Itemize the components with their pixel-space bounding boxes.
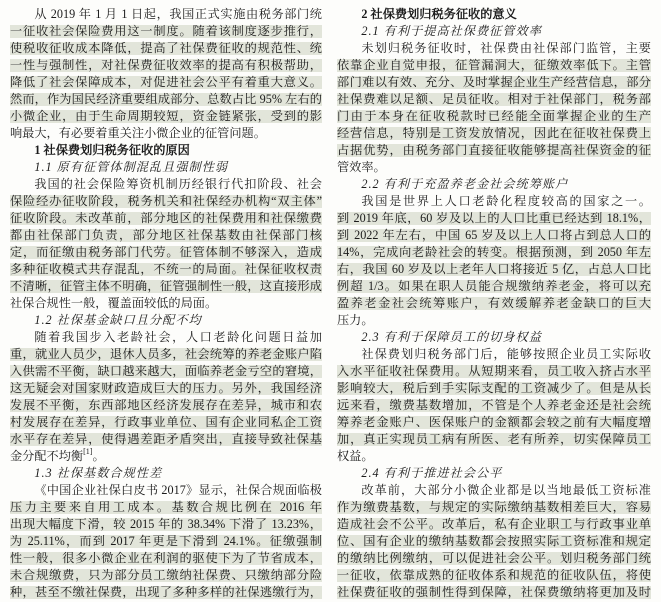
text-line: 我国是世界上人口老龄化程度较高的国家之一。 (361, 194, 651, 208)
subsection-heading: 2.2 有利于充盈养老金社会统筹账户 (361, 177, 569, 191)
subsection-heading: 2.4 有利于推进社会公平 (361, 466, 503, 480)
subsection-heading: 1.2 社保基金缺口且分配不均 (34, 313, 202, 327)
text-line: 这无疑会对国家财政造成巨大的压力。另外，我国经济 (10, 381, 322, 395)
text-line: 部门难以有效、充分、及时掌握企业生产经营信息，部分 (337, 75, 651, 89)
text-line: 征收阶段。未改革前，部分地区的社保费用和社保缴费 (10, 211, 322, 225)
text-line: 加，真正实现员工病有所医、老有所养，切实保障员工 (337, 432, 651, 446)
text-line: 为 25.11%，而到 2017 年更是下滑到 24.1%。征缴强制 (10, 534, 322, 548)
paragraph (337, 346, 651, 465)
text-line: 多种征收模式共存混乱，不统一的局面。社保征收权责 (10, 262, 322, 276)
text-line: 然而，作为国民经济重要组成部分、总数占比 95% 左右的 (10, 92, 322, 106)
text-line: 社保费划归税务部门后，能够按照企业员工实际收 (361, 347, 651, 361)
paragraph (337, 482, 651, 601)
text-line: 定，而征缴由税务部门代劳。征管体制不够深入，造成 (10, 245, 322, 259)
subsection-heading: 1.3 社保基数合规性差 (34, 466, 163, 480)
text-line: 发展不平衡，东西部地区经济发展存在差异，城市和农 (10, 398, 322, 412)
text-line: 占据优势，由税务部门直接征收能够提高社保资金的征 (337, 143, 651, 157)
text-line: 从 2019 年 1 月 1 日起，我国正式实施由税务部门统 (34, 7, 322, 21)
citation-ref: [1] (83, 448, 93, 456)
text-span: 金分配不均衡 (10, 449, 84, 463)
text-line: 出现大幅度下滑，较 2015 年的 38.34% 下滑了 13.23%， (10, 517, 322, 531)
paragraph (10, 176, 322, 312)
text-line: 远来看，缴费基数增加，不管是个人养老金还是社会统 (337, 398, 651, 412)
text-line: 降低了社会保障成本，对促进社会公平有着重大意义。 (10, 75, 322, 89)
text-line: 权益。 (337, 449, 374, 463)
right-column (337, 6, 651, 601)
text-line: 筹养老金账户、医保账户的金额都会较之前有大幅度增 (337, 415, 651, 429)
text-line: 使税收征收成本降低，提高了社保费征收的规范性、统 (10, 41, 322, 55)
subsection-heading: 1.1 原有征管体制混乱且强制性弱 (34, 160, 229, 174)
paragraph (10, 329, 322, 465)
text-line: 水平存在差异，使得遇差距矛盾突出，直接导致社保基 (10, 432, 322, 446)
text-line: 一性与强制性，对社保费征收效率的提高有积极帮助， (10, 58, 322, 72)
text-line: 社保合规性一般，覆盖面较低的局面。 (10, 296, 218, 310)
text-line: 影响较大，税后到手实际支配的工资减少了。但是从长 (337, 381, 651, 395)
text-line: 未划归税务征收时，社保费由社保部门监管，主要 (361, 41, 651, 55)
text-line: 依靠企业自觉申报，征管漏洞大，征缴效率低下。主管 (337, 58, 651, 72)
text-line: 随着我国步入老龄社会，人口老龄化问题日益加 (34, 330, 322, 344)
left-column (10, 6, 322, 601)
text-line: 门由于本身在征收税款时已经能全面掌握企业的生产 (337, 109, 651, 123)
text-line (10, 448, 322, 465)
text-line: 压力主要来自用工成本。基数合规比例在 2016 年 (10, 500, 322, 514)
text-line: 到 2022 年左右，中国 65 岁及以上人口将占到总人口的 (337, 228, 651, 242)
text-line: 右，我国 60 岁及以上老年人口将接近 5 亿，占总人口比 (337, 262, 651, 276)
text-line: 经营信息，特别是工资发放情况，因此在征收社保费上 (337, 126, 651, 140)
paragraph (337, 40, 651, 176)
text-line: 改革前，大部分小微企业都是以当地最低工资标准 (361, 483, 651, 497)
text-line: 作为缴费基数，与规定的实际缴纳基数相差巨大，容易 (337, 500, 651, 514)
paragraph (10, 482, 322, 601)
text-span: 。 (92, 449, 105, 463)
text-line: 入供需不平衡，缺口越来越大，面临养老金亏空的窘境， (10, 364, 322, 378)
text-line: 一征收社会保险费用这一制度。随着该制度逐步推行， (10, 24, 322, 38)
text-line: 一征收，依靠成熟的征收体系和规范的征收队伍，将使 (337, 568, 651, 582)
text-line: 村发展存在差异，行政事业单位、国有企业同私企工资 (10, 415, 322, 429)
text-line: 《中国企业社保白皮书 2017》显示，社保合规面临极 (34, 483, 322, 497)
text-line: 社保费征收的强制性得到保障，社保费缴纳将更加及时 (337, 585, 651, 599)
text-line: 重，就业人员少，退休人员多，社会统筹的养老金账户陷 (10, 347, 322, 361)
text-line: 社保费难以足额、足员征收。相对于社保部门，税务部 (337, 92, 651, 106)
text-line: 我国的社会保险筹资机制历经银行代扣阶段、社会 (34, 177, 322, 191)
text-line: 造成社会不公平。改革后，私有企业职工与行政事业单 (337, 517, 651, 531)
text-line: 的缴纳比例缴纳，可以促进社会公平。划归税务部门统 (337, 551, 651, 565)
text-line: 都由社保部门负责，部分地区社保基数由社保部门核 (10, 228, 322, 242)
text-line: 位、国有企业的缴纳基数都会按照实际工资标准和规定 (337, 534, 651, 548)
text-line: 不清晰，征管主体不明确，征管强制性一般，这直接形成 (10, 279, 322, 293)
section-heading: 1 社保费划归税务征收的原因 (34, 143, 190, 157)
paragraph (10, 6, 322, 142)
paragraph (337, 193, 651, 329)
subsection-heading: 2.1 有利于提高社保费征管效率 (361, 24, 542, 38)
text-line: 例超 1/3。如果在职人员能合规缴纳养老金，将可以充 (337, 279, 651, 293)
text-line: 性一般，很多小微企业在利润的驱使下为了节省成本， (10, 551, 322, 565)
subsection-heading: 2.3 有利于保障员工的切身权益 (361, 330, 542, 344)
text-line: 14%，完成向老龄社会的转变。根据预测，到 2050 年左 (337, 245, 651, 259)
section-heading: 2 社保费划归税务征收的意义 (361, 7, 517, 21)
text-line: 保险经办征收阶段，税务机关和社保经办机构“双主体” (10, 194, 322, 208)
text-line: 响最大，有必要着重关注小微企业的征管问题。 (10, 126, 266, 140)
text-line: 未合规缴费，只为部分员工缴纳社保费、只缴纳部分险 (10, 568, 322, 582)
text-line: 种，甚至不缴社保费，出现了多种多样的社保逃缴行为， (10, 585, 322, 599)
text-line: 入水平征收社保费用。从短期来看，员工收入挤占水平 (337, 364, 651, 378)
text-line: 管效率。 (337, 160, 386, 174)
text-line: 到 2019 年底，60 岁及以上的人口比重已经达到 18.1%， (337, 211, 651, 225)
text-line: 压力。 (337, 313, 374, 327)
text-line: 盈养老金社会统筹账户，有效缓解养老金缺口的巨大 (337, 296, 651, 310)
text-line: 小微企业，由于生命周期较短，资金链紧张，受到的影 (10, 109, 322, 123)
